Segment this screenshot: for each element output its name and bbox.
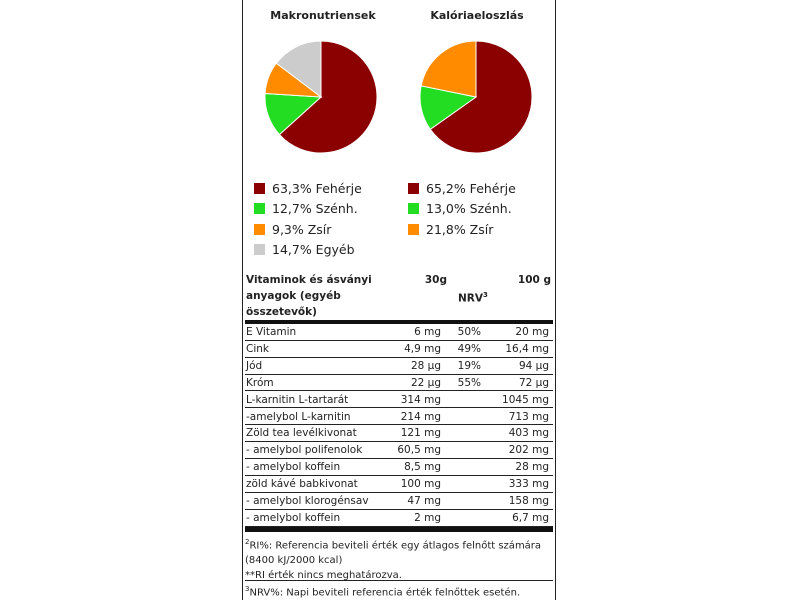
table-row	[245, 341, 553, 358]
table-row	[245, 392, 553, 409]
legend-swatch	[254, 244, 265, 255]
legend-swatch	[254, 203, 265, 214]
legend-item	[408, 199, 516, 220]
amount-30g: 2 mg	[414, 511, 441, 524]
amount-30g: 47 mg	[407, 495, 441, 507]
nutrient-name: Króm	[246, 376, 274, 389]
legend-swatch	[408, 183, 419, 194]
table-header-100g: 100 g	[517, 274, 551, 286]
table-header-nrv	[458, 287, 488, 307]
macronutrient-pie-chart	[263, 39, 379, 155]
amount-100g: 72 µg	[518, 376, 549, 389]
footnote-ri	[245, 535, 553, 583]
amount-30g: 121 mg	[400, 427, 441, 440]
legend-item	[408, 178, 516, 199]
table-header-30g: 30g	[424, 274, 447, 286]
legend-label: 12,7% Szénh.	[272, 201, 358, 217]
amount-30g: 8,5 mg	[404, 461, 441, 474]
amount-100g: 28 mg	[515, 461, 549, 474]
table-row	[245, 358, 553, 375]
table-row	[245, 442, 553, 459]
amount-100g: 403 mg	[508, 427, 549, 440]
amount-30g: 28 µg	[410, 359, 441, 372]
footnote-nrv-text: NRV%: Napi beviteli referencia érték felnőttek esetén.	[249, 587, 521, 599]
legend-label: 9,3% Zsír	[272, 221, 332, 237]
nutrient-name: Jód	[246, 359, 263, 372]
legend-swatch	[254, 224, 265, 235]
amount-30g: 100 mg	[400, 478, 441, 491]
amount-30g: 314 mg	[400, 393, 441, 406]
legend-label: 65,2% Fehérje	[426, 180, 516, 196]
nutrient-name: - amelybol polifenolok	[246, 444, 363, 457]
legend-swatch	[408, 203, 419, 214]
amount-30g: 22 µg	[410, 376, 441, 389]
footnote-ri-energy: (8400 kJ/2000 kcal)	[245, 555, 343, 567]
table-header-name	[246, 272, 396, 320]
nutrient-name: - amelybol koffein	[246, 511, 341, 524]
calorie-chart-title: Kalóriaeloszlás	[430, 9, 524, 22]
amount-100g: 6,7 mg	[512, 511, 549, 524]
amount-30g: 60,5 mg	[397, 444, 441, 457]
table-row	[245, 324, 553, 341]
nutrient-name: zöld kávé babkivonat	[246, 478, 358, 491]
amount-100g: 333 mg	[508, 478, 549, 491]
amount-100g: 202 mg	[508, 444, 549, 457]
table-row	[245, 459, 553, 476]
table-row	[245, 476, 553, 493]
header-line: anyagok (egyéb	[246, 290, 341, 302]
nutrition-panel	[242, 0, 556, 600]
legend-item	[254, 178, 362, 199]
nrv-percent: 50%	[457, 326, 481, 338]
nrv-percent: 19%	[457, 359, 481, 372]
legend-item	[254, 219, 362, 240]
macronutrient-legend	[254, 178, 362, 260]
footnote-divider	[245, 580, 553, 581]
table-row	[245, 493, 553, 510]
amount-30g: 6 mg	[414, 326, 441, 338]
legend-item	[254, 199, 362, 220]
nrv-label: NRV	[458, 292, 483, 305]
header-line: Vitaminok és ásványi	[246, 274, 372, 286]
table-row	[245, 425, 553, 442]
amount-30g: 4,9 mg	[404, 342, 441, 355]
footnote-nrv-superscript: 3	[245, 585, 250, 593]
nutrient-name: - amelybol koffein	[246, 461, 341, 474]
amount-100g: 16,4 mg	[505, 342, 549, 355]
nutrient-name: -amelybol L-karnitin	[246, 410, 351, 423]
legend-swatch	[254, 183, 265, 194]
nutrient-name: L-karnitin L-tartarát	[246, 393, 349, 406]
nutrient-name: Zöld tea levélkivonat	[246, 427, 357, 440]
header-line: összetevők)	[246, 306, 317, 318]
nrv-percent: 49%	[457, 342, 481, 355]
macronutrient-chart-title: Makronutriensek	[270, 9, 376, 22]
footnote-ri-text: RI%: Referencia beviteli érték egy átlagos felnőtt számára	[249, 540, 542, 552]
amount-100g: 20 mg	[515, 326, 549, 338]
nrv-superscript: 3	[483, 291, 488, 299]
legend-label: 14,7% Egyéb	[272, 242, 355, 258]
nrv-percent: 55%	[457, 376, 481, 389]
footnote-ri-undefined: **RI érték nincs meghatározva.	[245, 570, 402, 582]
nutrient-name: E Vitamin	[246, 326, 297, 338]
amount-30g: 214 mg	[400, 410, 441, 423]
legend-item	[254, 240, 362, 261]
amount-100g: 94 µg	[518, 359, 549, 372]
amount-100g: 158 mg	[508, 495, 549, 507]
table-row	[245, 510, 553, 527]
table-row	[245, 375, 553, 392]
calorie-pie-chart	[418, 39, 534, 155]
calorie-legend	[408, 178, 516, 240]
legend-label: 63,3% Fehérje	[272, 180, 362, 196]
nutrient-name: Cink	[246, 342, 269, 355]
legend-label: 21,8% Zsír	[426, 221, 494, 237]
amount-100g: 713 mg	[508, 410, 549, 423]
footnote-nrv	[245, 582, 553, 600]
table-bottom-rule	[245, 527, 553, 532]
legend-item	[408, 219, 516, 240]
table-row	[245, 409, 553, 426]
legend-swatch	[408, 224, 419, 235]
nutrient-name: - amelybol klorogénsav	[246, 495, 369, 507]
legend-label: 13,0% Szénh.	[426, 201, 512, 217]
footnote-ri-superscript: 2	[245, 538, 250, 546]
amount-100g: 1045 mg	[502, 393, 549, 406]
